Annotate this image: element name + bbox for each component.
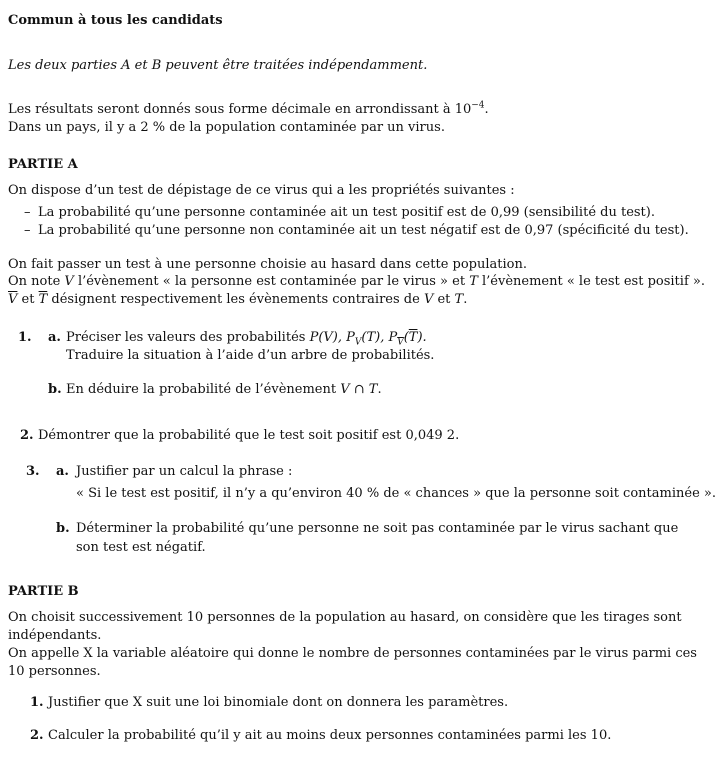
question-1b-letter: b. xyxy=(48,382,62,397)
complement-text-3: et xyxy=(433,292,455,307)
rounding-end: . xyxy=(484,102,489,117)
bullet-mark-2: – xyxy=(24,223,31,238)
events-text-2: l’évènement « la personne est contaminée par le virus » et xyxy=(73,274,470,289)
math-sub-vbar: V xyxy=(397,337,404,348)
complement-text-4: . xyxy=(463,292,468,307)
question-3b-letter: b. xyxy=(56,521,70,536)
math-intersection: V ∩ T xyxy=(340,382,378,397)
intro-italic: Les deux parties A et B peuvent être traitées indépendamment. xyxy=(8,58,428,73)
complement-text-1: et xyxy=(17,292,39,307)
events-text-3: l’évènement « le test est positif ». xyxy=(477,274,705,289)
question-3b-line2: son test est négatif. xyxy=(76,540,206,555)
complement-text-2: désignent respectivement les évènements contraires de xyxy=(47,292,424,307)
bullet-specificity: La probabilité qu’une personne non contaminée ait un test négatif est de 0,97 (spécificité du test). xyxy=(38,223,689,238)
math-pv: P(V), P xyxy=(309,330,355,345)
bullet-mark-1: – xyxy=(24,205,31,220)
question-3a-quote: « Si le test est positif, il n’y a qu’environ 40 % de « chances » que la personne soit contaminée ». xyxy=(76,486,716,501)
event-v: V xyxy=(64,274,74,289)
rounding-instruction xyxy=(8,101,489,118)
events-text-1: On note xyxy=(8,274,65,289)
part-a-intro: On dispose d’un test de dépistage de ce virus qui a les propriétés suivantes : xyxy=(8,183,515,198)
math-sub-v: V xyxy=(354,337,362,348)
test-sentence: On fait passer un test à une personne choisie au hasard dans cette population. xyxy=(8,257,527,272)
part-b-line1: On choisit successivement 10 personnes de la population au hasard, on considère que les tirages sont xyxy=(8,610,682,625)
event-t-bar: $\overline{T}$ xyxy=(38,292,48,307)
complement-t: T xyxy=(454,292,464,307)
part-b-line3: On appelle X la variable aléatoire qui donne le nombre de personnes contaminées par le virus parmi ces xyxy=(8,646,697,661)
part-a-title: PARTIE A xyxy=(8,157,78,172)
question-3a-letter: a. xyxy=(56,464,69,479)
part-b-question-1-text: Justifier que X suit une loi binomiale dont on donnera les paramètres. xyxy=(48,695,509,710)
question-1b-end: . xyxy=(377,382,382,397)
question-3a-text: Justifier par un calcul la phrase : xyxy=(76,464,293,479)
population-statement: Dans un pays, il y a 2 % de la population contaminée par un virus. xyxy=(8,120,445,135)
part-b-line2: indépendants. xyxy=(8,628,102,643)
math-pvt: (T), P xyxy=(361,330,398,345)
events-definition xyxy=(8,273,705,290)
question-1a-letter: a. xyxy=(48,330,61,345)
part-b-line4: 10 personnes. xyxy=(8,664,101,679)
event-v-bar: $\overline{V}$ xyxy=(8,292,18,307)
math-close-paren: ). xyxy=(417,330,427,345)
bullet-sensitivity: La probabilité qu’une personne contaminée ait un test positif est de 0,99 (sensibilité du test). xyxy=(38,205,655,220)
question-1a xyxy=(66,329,427,346)
question-1b xyxy=(66,381,382,398)
complement-v: V xyxy=(423,292,434,307)
question-2-number: 2. xyxy=(20,428,34,443)
event-t: T xyxy=(469,274,478,289)
question-1-number: 1. xyxy=(18,330,32,345)
complement-events xyxy=(8,291,467,308)
question-1a-line2: Traduire la situation à l’aide d’un arbre de probabilités. xyxy=(66,348,435,363)
question-2-text: Démontrer que la probabilité que le test soit positif est 0,049 2. xyxy=(38,428,460,443)
part-b-title: PARTIE B xyxy=(8,584,79,599)
question-3b-line1: Déterminer la probabilité qu’une personne ne soit pas contaminée par le virus sachant que xyxy=(76,521,679,536)
math-tbar: $\overline{T}$ xyxy=(408,330,418,345)
rounding-text: Les résultats seront donnés sous forme décimale en arrondissant à 10 xyxy=(8,102,472,117)
question-1b-text: En déduire la probabilité de l’évènement xyxy=(66,382,341,397)
part-b-question-2-text: Calculer la probabilité qu’il y ait au moins deux personnes contaminées parmi les 10. xyxy=(48,728,612,743)
math-open-paren: ( xyxy=(403,330,409,345)
part-b-question-1-number: 1. xyxy=(30,695,44,710)
question-1a-text: Préciser les valeurs des probabilités xyxy=(66,330,310,345)
rounding-exponent: −4 xyxy=(471,100,485,111)
part-b-question-2-number: 2. xyxy=(30,728,44,743)
section-header: Commun à tous les candidats xyxy=(8,13,223,28)
question-3-number: 3. xyxy=(26,464,40,479)
